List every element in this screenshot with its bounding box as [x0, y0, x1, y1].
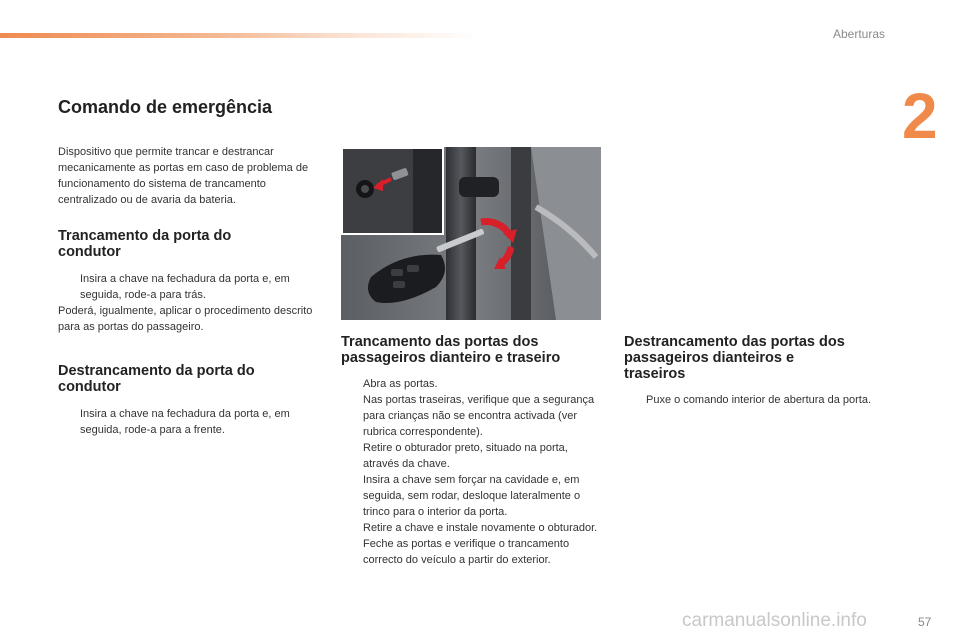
driver-unlock-heading: Destrancamento da porta do condutor: [58, 363, 255, 395]
section-label: Aberturas: [832, 27, 885, 41]
list-item: Insira a chave sem forçar na cavidade e, em seguida, sem rodar, desloque lateralmente o trinco para o interior da porta.: [363, 474, 581, 518]
passenger-lock-steps: [341, 376, 605, 568]
list-item: Insira a chave na fechadura da porta e, em seguida, rode-a para a frente.: [80, 408, 290, 436]
watermark: carmanualsonline.info: [682, 610, 867, 631]
driver-lock-heading: Trancamento da porta do condutor: [58, 228, 232, 260]
list-item: Puxe o comando interior de abertura da porta.: [646, 394, 872, 406]
passenger-unlock-steps: [624, 392, 886, 408]
column-right: [624, 334, 886, 408]
list-item: Retire a chave e instale novamente o obturador.: [363, 522, 598, 534]
driver-lock-note: Poderá, igualmente, aplicar o procedimento descrito para as portas do passageiro.: [58, 305, 313, 333]
intro-paragraph: Dispositivo que permite trancar e destrancar mecanicamente as portas em caso de problema de funcionamento do sistema de trancamento centralizado ou de avaria da bateria.: [58, 146, 309, 206]
passenger-lock-heading: Trancamento das portas dos passageiros dianteiro e traseiro: [341, 334, 561, 366]
column-left: [58, 144, 320, 438]
list-item: Retire o obturador preto, situado na porta, através da chave.: [363, 442, 568, 470]
driver-unlock-steps: [58, 406, 320, 438]
list-item: Nas portas traseiras, verifique que a segurança para crianças não se encontra activada (ver rubrica correspondente).: [363, 394, 595, 438]
list-item: Abra as portas.: [363, 378, 438, 390]
key-insertion-inset: [341, 147, 444, 235]
list-item: Feche as portas e verifique o trancamento correcto do veículo a partir do exterior.: [363, 538, 570, 566]
page-number: 57: [918, 615, 932, 629]
driver-lock-steps: [58, 271, 320, 303]
column-middle: [341, 334, 605, 568]
list-item: Insira a chave na fechadura da porta e, em seguida, rode-a para trás.: [80, 273, 290, 301]
header-accent-bar: [0, 33, 480, 38]
chapter-number: 2: [902, 80, 938, 152]
passenger-unlock-heading: Destrancamento das portas dos passageiros dianteiros e traseiros: [624, 334, 845, 382]
page-title: Comando de emergência: [58, 97, 273, 117]
